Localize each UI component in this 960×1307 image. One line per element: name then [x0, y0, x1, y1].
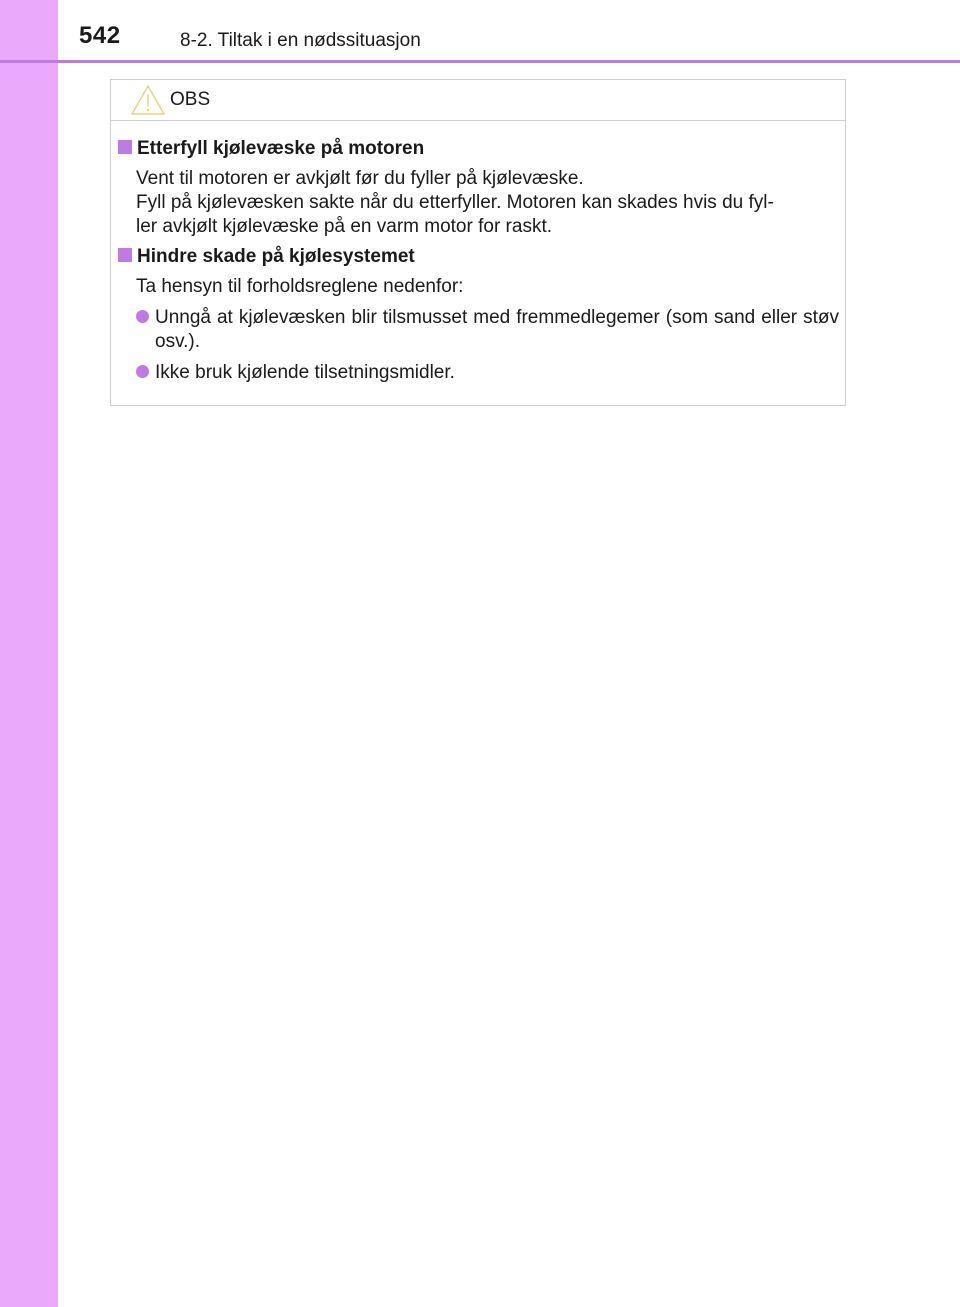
page-number: 542 [79, 22, 121, 49]
heading-prevent-damage [118, 246, 415, 268]
caution-label: OBS [170, 89, 211, 110]
square-bullet-icon [118, 248, 132, 262]
paragraph-wait-cool: Vent til motoren er avkjølt før du fyller på kjølevæske. [136, 168, 584, 189]
header-rule [0, 60, 960, 63]
list-item-text: Unngå at kjølevæsken blir tilsmusset med fremmedlegemer (som sand eller støv osv.). [155, 307, 839, 352]
caution-header [111, 80, 845, 121]
round-bullet-icon [136, 365, 149, 378]
section-title: 8-2. Tiltak i en nødssituasjon [180, 30, 421, 51]
heading-refill-coolant [118, 138, 424, 160]
paragraph-slow-refill-line2: ler avkjølt kjølevæske på en varm motor for raskt. [136, 216, 552, 237]
side-color-band [0, 0, 58, 1307]
warning-triangle-icon [130, 84, 166, 116]
heading-text: Etterfyll kjølevæske på motoren [137, 138, 425, 159]
paragraph-precautions-intro: Ta hensyn til forholdsreglene nedenfor: [136, 276, 464, 297]
paragraph-slow-refill-line1: Fyll på kjølevæsken sakte når du etterfyller. Motoren kan skades hvis du fyl- [136, 192, 774, 213]
list-item [136, 306, 839, 354]
round-bullet-icon [136, 310, 149, 323]
list-item [136, 361, 839, 385]
heading-text: Hindre skade på kjølesystemet [137, 246, 415, 267]
caution-box [110, 79, 846, 406]
list-item-text: Ikke bruk kjølende tilsetningsmidler. [155, 362, 455, 383]
square-bullet-icon [118, 140, 132, 154]
